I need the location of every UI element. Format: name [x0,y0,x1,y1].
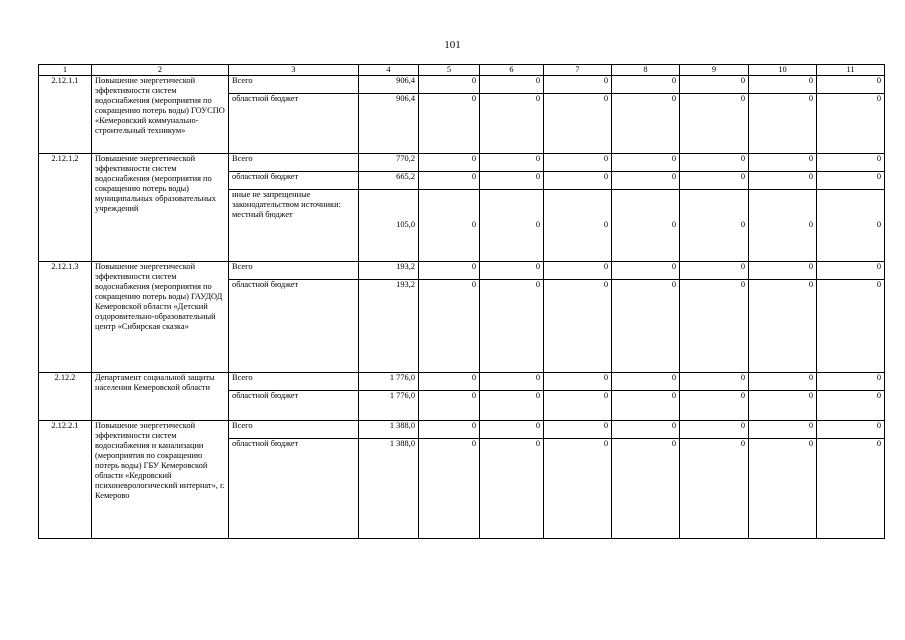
value-cell: 0 [480,439,544,539]
value-cell: 0 [612,172,680,190]
value-cell: 0 [817,391,885,421]
value-cell: 0 [680,280,749,373]
value-cell: 193,2 [359,280,419,373]
funding-source: областной бюджет [229,439,359,539]
column-header: 8 [612,65,680,76]
value-cell: 665,2 [359,172,419,190]
value-cell: 0 [612,154,680,172]
value-text: 0 [535,220,540,229]
value-cell: 0 [419,373,480,391]
value-text: 0 [471,220,476,229]
column-header: 9 [680,65,749,76]
column-header: 2 [92,65,229,76]
page-number: 101 [444,39,461,51]
value-cell: 1 776,0 [359,373,419,391]
value-cell: 770,2 [359,154,419,172]
funding-source: областной бюджет [229,172,359,190]
value-cell: 0 [749,280,817,373]
funding-source [229,190,359,262]
value-cell [419,190,480,262]
value-cell: 1 776,0 [359,391,419,421]
funding-source: Всего [229,373,359,391]
measure-name: Повышение энергетической эффективности систем водоснабжения (мероприятия по сокращению потерь воды) муниципальных образовательных учреждений [92,154,229,262]
value-cell: 0 [480,154,544,172]
table-row [39,76,885,94]
value-cell: 0 [544,373,612,391]
value-cell: 0 [544,172,612,190]
funding-source: Всего [229,262,359,280]
column-header: 4 [359,65,419,76]
value-cell: 0 [480,262,544,280]
column-header: 3 [229,65,359,76]
funding-source: Всего [229,76,359,94]
value-cell: 0 [480,172,544,190]
value-cell: 0 [749,373,817,391]
value-cell: 0 [544,439,612,539]
value-cell: 0 [612,94,680,154]
value-cell: 906,4 [359,94,419,154]
value-text: 0 [876,220,881,229]
value-cell: 0 [419,154,480,172]
value-cell [480,190,544,262]
value-cell: 0 [419,76,480,94]
value-text: 0 [671,220,676,229]
column-header: 7 [544,65,612,76]
measure-code: 2.12.1.2 [39,154,92,262]
column-header: 11 [817,65,885,76]
table-row [39,373,885,391]
value-cell: 0 [544,421,612,439]
value-cell: 0 [817,172,885,190]
value-cell: 0 [817,439,885,539]
measure-code: 2.12.2.1 [39,421,92,539]
value-cell: 0 [680,154,749,172]
value-cell: 0 [419,280,480,373]
value-cell: 0 [612,391,680,421]
column-header: 6 [480,65,544,76]
column-header: 10 [749,65,817,76]
value-cell: 0 [680,76,749,94]
funding-source: Всего [229,421,359,439]
funding-source: Всего [229,154,359,172]
value-cell: 0 [544,280,612,373]
value-cell: 0 [612,76,680,94]
value-cell: 0 [419,262,480,280]
measure-code: 2.12.1.1 [39,76,92,154]
value-cell: 0 [749,439,817,539]
column-header: 5 [419,65,480,76]
value-cell: 0 [817,262,885,280]
budget-table [38,64,885,539]
value-cell: 0 [419,391,480,421]
value-cell: 0 [749,76,817,94]
table-row [39,154,885,172]
measure-name: Повышение энергетической эффективности систем водоснабжения (мероприятия по сокращению потерь воды) ГАУДОД Кемеровской области «Детский оздоровительно-образовательный центр «Сибирская сказка» [92,262,229,373]
value-cell: 0 [749,421,817,439]
value-cell: 0 [544,94,612,154]
header-row [39,65,885,76]
value-cell: 0 [612,439,680,539]
measure-name: Повышение энергетической эффективности систем водоснабжения (мероприятия по сокращению потерь воды) ГОУСПО «Кемеровский коммунально-строительный техникум» [92,76,229,154]
value-cell: 906,4 [359,76,419,94]
value-cell: 0 [480,94,544,154]
funding-source-note: иные не запрещенные законодательством источники: [232,190,341,209]
value-text: 0 [603,220,608,229]
value-cell: 0 [680,421,749,439]
value-cell [544,190,612,262]
value-cell [749,190,817,262]
value-text: 0 [808,220,813,229]
value-cell: 0 [749,172,817,190]
value-cell: 0 [749,391,817,421]
value-text: 0 [740,220,745,229]
table-row [39,262,885,280]
measure-name: Повышение энергетической эффективности систем водоснабжения и канализации (мероприятия по сокращению потерь воды) ГБУ Кемеровской области «Кедровский психоневрологический интернат», г. Кемерово [92,421,229,539]
value-cell: 0 [480,421,544,439]
value-cell: 0 [544,154,612,172]
value-cell: 0 [749,154,817,172]
measure-name: Департамент социальной защиты населения Кемеровской области [92,373,229,421]
value-cell: 0 [817,154,885,172]
value-cell: 0 [480,391,544,421]
table-row [39,421,885,439]
value-cell: 0 [749,94,817,154]
funding-source-sub: местный бюджет [232,210,293,219]
value-cell: 0 [419,439,480,539]
value-cell: 193,2 [359,262,419,280]
value-cell: 0 [612,421,680,439]
value-cell: 0 [817,94,885,154]
value-cell: 0 [419,421,480,439]
measure-code: 2.12.1.3 [39,262,92,373]
value-cell: 0 [817,280,885,373]
value-cell: 0 [680,373,749,391]
value-cell: 0 [544,76,612,94]
column-header: 1 [39,65,92,76]
value-cell: 0 [544,262,612,280]
value-cell: 0 [680,439,749,539]
value-cell: 0 [680,172,749,190]
funding-source: областной бюджет [229,391,359,421]
value-cell [359,190,419,262]
value-cell: 0 [817,373,885,391]
value-cell: 0 [817,421,885,439]
value-cell: 0 [680,262,749,280]
value-cell: 0 [480,373,544,391]
value-cell: 1 388,0 [359,439,419,539]
value-cell [817,190,885,262]
value-cell: 0 [419,172,480,190]
value-cell [680,190,749,262]
funding-source: областной бюджет [229,94,359,154]
measure-code: 2.12.2 [39,373,92,421]
value-cell: 0 [749,262,817,280]
value-cell: 0 [419,94,480,154]
value-cell: 0 [480,280,544,373]
value-cell: 0 [680,94,749,154]
funding-source: областной бюджет [229,280,359,373]
value-cell: 0 [817,76,885,94]
value-cell: 0 [612,280,680,373]
value-cell [612,190,680,262]
value-cell: 0 [612,373,680,391]
value-cell: 0 [480,76,544,94]
value-cell: 1 388,0 [359,421,419,439]
value-cell: 0 [680,391,749,421]
value-cell: 0 [544,391,612,421]
value-cell: 0 [612,262,680,280]
value-text: 105,0 [396,220,415,229]
